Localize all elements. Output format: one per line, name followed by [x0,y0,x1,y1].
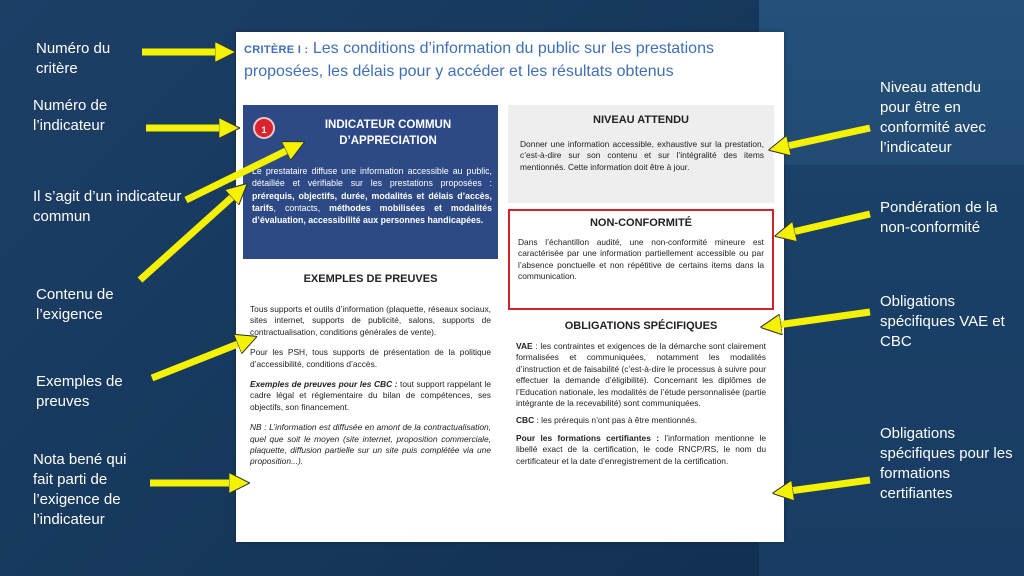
criterion-title: Les conditions d’information du public sur les prestations proposées, les délais pour y accéder et les résultats obtenus [244,40,714,80]
indicator-text-bold-1: prérequis, objectifs, durée, modalités et délais d’accès, tarifs [252,190,492,213]
evidence-cbc-label: Exemples de preuves pour les CBC : [250,379,398,390]
expected-level-text: Donner une information accessible, exhaustive sur la prestation, c’est-à-dire sur son contenu et sur l’intégralité des items mentionnés. Cette information doit être à jour. [520,139,764,172]
annotation-non-conformity-weight: Pondération de la non-conformité [880,199,998,236]
evidence-title: EXEMPLES DE PREUVES [303,273,438,285]
arrow-non-conformity-weight [784,214,870,234]
specific-cert-label: Pour les formations certifiantes : [516,432,660,443]
annotation-common-indicator: Il s’agit d’un indicateur commun [33,188,182,225]
indicator-text-bold-2: méthodes mobilisées et modalités d’évaluation, accessibilité aux personnes handicapées. [252,202,492,226]
annotation-requirement-content: Contenu de l’exigence [36,286,114,323]
specific-obligations-title: OBLIGATIONS SPÉCIFIQUES [564,320,718,332]
arrow-specific-certifying [782,480,870,492]
specific-cbc-text: : les prérequis n’ont pas à être mentionnés. [534,415,698,426]
indicator-text-intro: Le prestataire diffuse une information accessible au public, détaillée et vérifiable sur les prestations proposées : [252,166,492,189]
annotation-expected-level: Niveau attendu pour être en conformité avec l’indicateur [880,79,986,156]
arrow-specific-vae-cbc [770,312,870,326]
arrow-evidence-examples [152,340,248,378]
arrow-requirement-content [140,190,240,280]
evidence-paragraph-2: Pour les PSH, tous supports de présentation de la politique d’accessibilité, conditions d’accès. [250,347,491,369]
indicator-text-mid: , contacts, [273,202,330,213]
specific-vae-text: : les contraintes et exigences de la démarche sont clairement formalisées et communiquées, notamment les modalités d’instruction et de faisabilité (c’est-à-dire le processus à suivre pour effectuer la demande d’éligibilité). Concernant les diplômes de l’Education nationale, les modalités de l’étude personnalisée (partie intégrante de la recevabilité) sont communiquées. [516,341,767,409]
evidence-nota-bene: NB : L’information est diffusée en amont de la contractualisation, quel que soit le moyen (site internet, proposition commerciale, plaquette, diffusion partielle sur un site puis complétée via une proposition...). [250,422,491,467]
specific-vae-label: VAE [516,341,533,351]
specific-cert-text: l’information mentionne le libellé exact de la certification, le code RNCP/RS, le nom du certificateur et la date d’enregistrement de la certification. [516,432,767,466]
annotation-specific-vae-cbc: Obligations spécifiques VAE et CBC [880,293,1005,350]
specific-cbc-label: CBC [516,415,535,426]
expected-level-title: NIVEAU ATTENDU [593,114,689,126]
annotation-evidence-examples: Exemples de preuves [36,373,123,410]
annotation-criterion-number: Numéro du critère [36,40,111,77]
evidence-cbc-text: tout support rappelant le cadre légal et réglementaire du bilan de compétences, ses objectifs, son financement. [250,379,491,412]
annotation-specific-certifying: Obligations spécifiques pour les formations certifiantes [880,425,1013,502]
non-conformity-title: NON-CONFORMITÉ [589,217,693,229]
annotation-indicator-number: Numéro de l’indicateur [33,97,108,134]
non-conformity-text: Dans l’échantillon audité, une non-conformité mineure est caractérisée par une information partiellement accessible ou par l’absence ponctuelle et non répétitive de certains items dans la communication. [518,237,764,282]
indicator-number-badge: 1 [253,117,275,139]
evidence-paragraph-1: Tous supports et outils d’information (plaquette, réseaux sociaux, sites internet, supports de publicité, salons, supports de contractualisation, conditions générales de vente). [250,304,491,337]
annotation-nota-bene: Nota bené qui fait parti de l’exigence de l’indicateur [33,451,127,528]
indicator-title: INDICATEUR COMMUN D’APPRECIATION [324,119,452,147]
arrow-expected-level [778,128,870,148]
criterion-number: CRITÈRE I : [244,44,309,56]
